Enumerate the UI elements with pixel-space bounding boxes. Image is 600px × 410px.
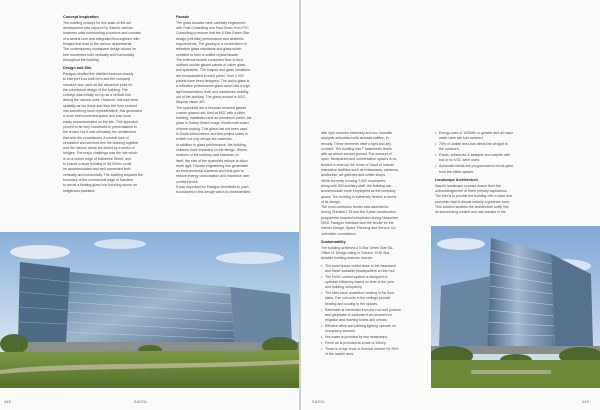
list-item: • Rainwater is harvested from the roof and podium and greywater is collected from showers for irrigation and flushing toilets and urinals. xyxy=(321,308,421,324)
list-item: • The sites have underfloor heating in the floor slabs. Fan coil units in the ceilings provide heating and cooling to the spaces. xyxy=(321,291,421,307)
building-photo-left xyxy=(0,232,299,388)
right-text-column-1 xyxy=(321,131,421,358)
list-item: • Automatic blinds are programmed to block glare from the office spaces. xyxy=(435,164,543,175)
design-heading: Design and Site xyxy=(63,66,92,71)
left-page-number: 448 xyxy=(4,400,11,404)
list-item: • Energy uses of 163kWh or greater and all major water uses are sub-metered. xyxy=(435,131,543,142)
right-column-continuation-text: with light volumes externally and two dramatic skylights articulated with acoustic baffles, in- ternally. These elements drive a light and airy concept. The building has 7 basements levels with an atrium around ground. The concept of open, transparent and conversation spaces is ex- tended to embody the home of Sasol to include interactive facilities such as restaurants, canteens, auditorium, art galleries and coffee shops. While currently housing 3,500 employees, along with 300 auxiliary staff, the building can accommodate more employees as the company grows. The building is extremely flexible in terms of its design. The most contractor tender was awarded to Aveng Grinaker-LTA and the 3-year construction programme reached completion during November 2016. Paragon Interface won the tender for the Interior Design, Space Planning and Service Co- ordination commission. xyxy=(321,131,400,236)
list-item: • 75% of usable area has direct line of sight to the outdoors. xyxy=(435,142,543,153)
left-text-column-1 xyxy=(63,15,159,196)
sustainability-list-continued xyxy=(435,131,543,175)
building-photo-right xyxy=(431,226,600,388)
concept-text: The building concept for this state-of-the-art development was inspired by Sasol's various business units surrounding a nucleus and consists of a central core and integrated thoroughfare with bridges that lead to the various departments. The contemporary workspace design allows for free movement both vertically and horizontally throughout the building. xyxy=(63,20,142,62)
building-photo-left-image xyxy=(0,232,299,388)
right-footer-brand: SASOL xyxy=(312,400,326,404)
facade-heading: Facade xyxy=(176,15,190,19)
design-text: Paragon studied this distilled essence closely to interpret it as built form and the company structure was used as the departure point for the conceptual design of the building. The concept was initially set up as a vertical hub linking the various units. However, this was seen spatially as too linear and thus the form evolved into something more representative, this generated a more interconnected space and was more easily accommodated on the site. This approach proved to be very successful in presentations to the tenant, but it was ultimately the architecture that won the commission. A central core of circulation and services ties the building together and the various areas are linked by a series of bridges. The major challenge was the site which is on a corner edge of Katherine Street, and to ensure a large building of 68,000m² could be accommodated and well connected both vertically and horizontally. The building respects the boundary of the commercial edge of Sandton to act as a floating glass box hovering above an indigenous parkland. xyxy=(63,71,143,193)
left-footer-brand: SASOL xyxy=(134,400,148,404)
list-item: • Hot water is provided by two heatpumps. xyxy=(321,335,421,340)
right-page xyxy=(301,0,600,410)
sustainability-intro: The building achieved a 5-Star Green Star SA- Office v1 Design rating in October 2016 Sus- tainable building features include: xyxy=(321,245,394,261)
list-item: • There is a high level of thermal comfort for 95% of the usable area. xyxy=(321,347,421,358)
list-item: • The HVAC control system is designed to optimise efficiency based on time of the year and building occupancy. xyxy=(321,275,421,291)
landscape-text: Sasol's landscape concept drawn from the acknowledgement of three primary aspirations. The first is to provide the building with a base and perimeter that is almost entirely a greened zone. This solution soothes the architecture softly into its surrounding context and also assists in the xyxy=(435,183,512,215)
left-page xyxy=(0,0,299,410)
right-text-column-2 xyxy=(435,131,543,217)
left-text-column-2 xyxy=(176,15,274,198)
sustainability-list xyxy=(321,264,421,358)
list-item: • Efficient office and parking lighting operate on occupancy sensors. xyxy=(321,324,421,335)
list-item: • The sand humor coiled close to the basement and these wastable headquarters on the roof. xyxy=(321,264,421,275)
sustainability-heading: Sustainability xyxy=(321,239,346,244)
landscape-heading: Landscape Architecture xyxy=(435,177,479,182)
right-page-number: 449 xyxy=(582,400,589,404)
list-item: • Fresh air is provided at a rate of 15l/s/p. xyxy=(321,341,421,346)
facade-text: The glass facades were carefully engineered with Rust Consulting and Paul Green from PJC Consulting to ensure that the 5 Star Green Star design (retrofits) performance and aesthetic requirements. The glazing is a combination of reflective glass standards and glass which combine to form a unified crystal facade. The external facade comprises floor to floor unitised double-glazed panels of vision glass and spandrels. The shapes and glass variations are encapsulated in each panel. Over 2,000 panels have been designed. The vision glass is a reflective performance glass which has a high light transmission level and maximises visibility out of the building. The glass product is AGC Stopray vision 36T. The spandrels are a bespoke textured glazed custom glazed unit, fired at 683° with a silver backing, installation and an aluminium panel, the glass is Safety Shield Image Kinetic with board chrome coating. This glass has not been used in South Africa before and this project solely to exhibit not only design but materials. In addition to glass performance, the building volumes have impacted on the design. Where sections of the building cast shadows on itself, the size of the spandrels reduce to allow more light. Facade engineering has generated an environmental shadows and heat gain to reduce energy consumption and maximise user comfort levels. It was important for Paragon Architects to push boundaries in this design which is characterised xyxy=(176,20,252,195)
list-item: • Paints, adhesives & sealants and carpets with low or no VOC were used. xyxy=(435,153,543,164)
building-photo-right-image xyxy=(431,226,600,388)
concept-heading: Concept Inspiration xyxy=(63,15,99,19)
